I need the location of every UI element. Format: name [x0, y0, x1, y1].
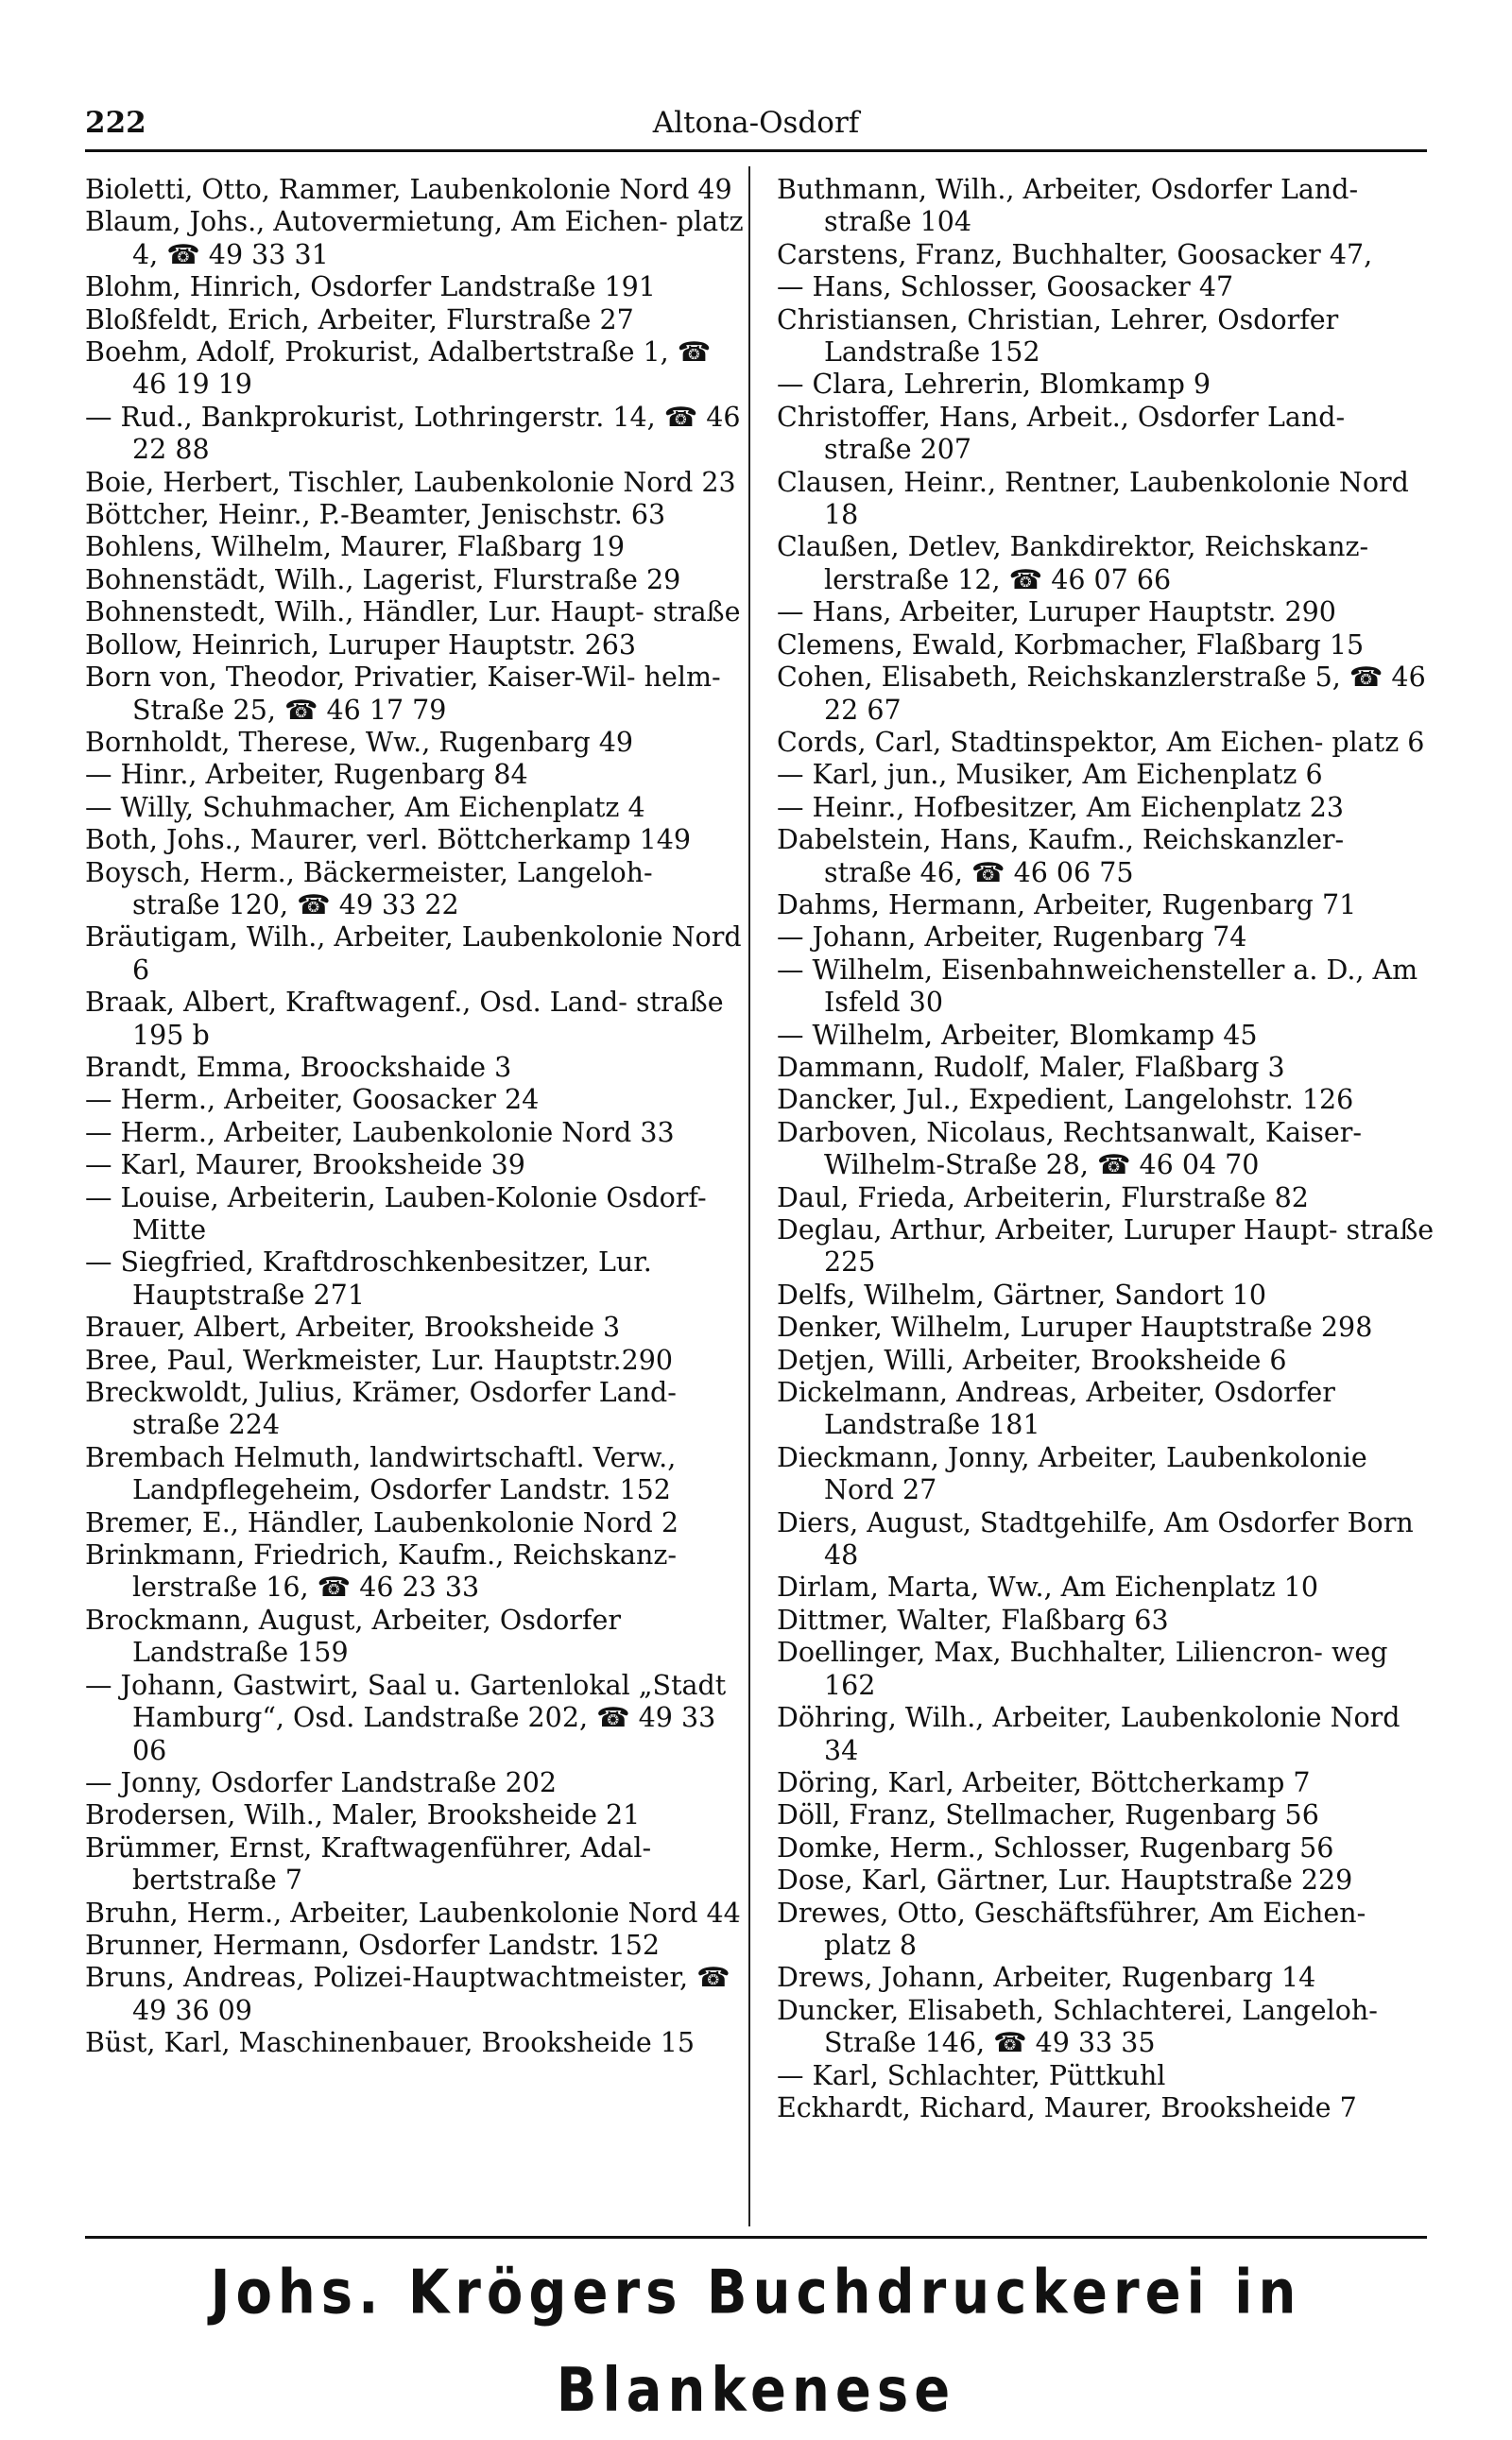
directory-entry: Boehm, Adolf, Prokurist, Adalbertstraße 1, ☎ 46 19 19 [85, 336, 712, 401]
directory-entry: Buthmann, Wilh., Arbeiter, Osdorfer Land- straße 104 [777, 174, 1359, 238]
printer-imprint: Johs. Krögers Buchdruckerei in Blankenese [210, 2258, 1302, 2427]
running-title: Altona-Osdorf [652, 106, 860, 140]
left-column [85, 174, 747, 2060]
directory-entry: Blaum, Johs., Autovermietung, Am Eichen- platz 4, ☎ 49 33 31 [85, 206, 744, 270]
directory-entry: Drewes, Otto, Geschäftsführer, Am Eichen- platz 8 [777, 1897, 1366, 1961]
directory-entry: Bree, Paul, Werkmeister, Lur. Hauptstr.290 [85, 1344, 674, 1376]
directory-entry: Brembach Helmuth, landwirtschaftl. Verw., Landpflegeheim, Osdorfer Landstr. 152 [85, 1441, 677, 1506]
directory-entry: Deglau, Arthur, Arbeiter, Luruper Haupt- straße 225 [777, 1214, 1435, 1279]
directory-entry: Duncker, Elisabeth, Schlachterei, Langeloh- Straße 146, ☎ 49 33 35 [777, 1994, 1378, 2059]
directory-entry: Dammann, Rudolf, Maler, Flaßbarg 3 [777, 1051, 1285, 1083]
directory-entry: Cords, Carl, Stadtinspektor, Am Eichen- platz 6 [777, 726, 1425, 758]
directory-entry: Bornholdt, Therese, Ww., Rugenbarg 49 [85, 726, 634, 758]
directory-entry: Bremer, E., Händler, Laubenkolonie Nord 2 [85, 1506, 679, 1538]
directory-entry: Brodersen, Wilh., Maler, Brooksheide 21 [85, 1799, 641, 1831]
directory-entry: Domke, Herm., Schlosser, Rugenbarg 56 [777, 1831, 1334, 1864]
directory-entry: Dose, Karl, Gärtner, Lur. Hauptstraße 229 [777, 1864, 1353, 1897]
right-column [777, 174, 1438, 2124]
directory-entry: Daul, Frieda, Arbeiterin, Flurstraße 82 [777, 1181, 1309, 1213]
directory-entry: Brümmer, Ernst, Kraftwagenführer, Adal- bertstraße 7 [85, 1831, 652, 1897]
directory-entry: — Johann, Gastwirt, Saal u. Gartenlokal „Stadt Hamburg“, Osd. Landstraße 202, ☎ 49 33 06 [85, 1669, 727, 1766]
page-number: 222 [85, 106, 146, 140]
directory-entry: — Jonny, Osdorfer Landstraße 202 [85, 1766, 557, 1798]
directory-entry: — Karl, jun., Musiker, Am Eichenplatz 6 [777, 759, 1323, 791]
directory-entry: Bohlens, Wilhelm, Maurer, Flaßbarg 19 [85, 531, 626, 563]
directory-entry: Bräutigam, Wilh., Arbeiter, Laubenkolonie Nord 6 [85, 921, 742, 986]
directory-entry: Breckwoldt, Julius, Krämer, Osdorfer Land- straße 224 [85, 1377, 677, 1441]
directory-entry: Bruns, Andreas, Polizei-Hauptwachtmeister, ☎ 49 36 09 [85, 1962, 730, 2026]
directory-entry: Döhring, Wilh., Arbeiter, Laubenkolonie Nord 34 [777, 1702, 1400, 1766]
directory-entry: Brunner, Hermann, Osdorfer Landstr. 152 [85, 1929, 661, 1961]
directory-entry: Eckhardt, Richard, Maurer, Brooksheide 7 [777, 2091, 1357, 2123]
directory-entry: Dirlam, Marta, Ww., Am Eichenplatz 10 [777, 1572, 1318, 1604]
directory-entry: Drews, Johann, Arbeiter, Rugenbarg 14 [777, 1962, 1316, 1994]
directory-entry: Diers, August, Stadtgehilfe, Am Osdorfer Born 48 [777, 1506, 1414, 1572]
directory-entry: — Herm., Arbeiter, Goosacker 24 [85, 1084, 540, 1116]
directory-entry: Böttcher, Heinr., P.-Beamter, Jenischstr. 63 [85, 499, 666, 531]
directory-entry: Bloßfeldt, Erich, Arbeiter, Flurstraße 27 [85, 303, 634, 335]
directory-entry: Brandt, Emma, Broockshaide 3 [85, 1051, 512, 1083]
directory-entry: Brinkmann, Friedrich, Kaufm., Reichskanz- lerstraße 16, ☎ 46 23 33 [85, 1539, 677, 1604]
directory-entry: Bohnenstädt, Wilh., Lagerist, Flurstraße 29 [85, 563, 681, 595]
directory-entry: — Louise, Arbeiterin, Lauben-Kolonie Osdorf-Mitte [85, 1181, 707, 1246]
directory-entry: Carstens, Franz, Buchhalter, Goosacker 47, [777, 238, 1373, 270]
directory-entry: Brauer, Albert, Arbeiter, Brooksheide 3 [85, 1312, 621, 1344]
directory-entry: Born von, Theodor, Privatier, Kaiser-Wil- helm-Straße 25, ☎ 46 17 79 [85, 662, 721, 726]
directory-entry: — Heinr., Hofbesitzer, Am Eichenplatz 23 [777, 791, 1345, 823]
directory-entry: Bohnenstedt, Wilh., Händler, Lur. Haupt- straße [85, 596, 741, 628]
directory-entry: Christoffer, Hans, Arbeit., Osdorfer Land- straße 207 [777, 401, 1346, 466]
directory-entry: Boysch, Herm., Bäckermeister, Langeloh- straße 120, ☎ 49 33 22 [85, 856, 653, 920]
directory-entry: Brockmann, August, Arbeiter, Osdorfer Landstraße 159 [85, 1604, 621, 1669]
header-rule [85, 149, 1427, 152]
footer-rule [85, 2236, 1427, 2239]
directory-entry: Christiansen, Christian, Lehrer, Osdorfer Landstraße 152 [777, 303, 1339, 369]
directory-entry: Döll, Franz, Stellmacher, Rugenbarg 56 [777, 1799, 1319, 1831]
directory-entry: Darboven, Nicolaus, Rechtsanwalt, Kaiser- Wilhelm-Straße 28, ☎ 46 04 70 [777, 1116, 1362, 1181]
directory-entry: Dittmer, Walter, Flaßbarg 63 [777, 1604, 1169, 1636]
directory-entry: — Wilhelm, Arbeiter, Blomkamp 45 [777, 1019, 1258, 1051]
directory-entry: Bruhn, Herm., Arbeiter, Laubenkolonie Nord 44 [85, 1897, 741, 1929]
directory-entry: Döring, Karl, Arbeiter, Böttcherkamp 7 [777, 1766, 1311, 1798]
directory-entry: Büst, Karl, Maschinenbauer, Brooksheide 15 [85, 2027, 696, 2059]
directory-entry: Bollow, Heinrich, Luruper Hauptstr. 263 [85, 628, 637, 661]
directory-entry: Clausen, Heinr., Rentner, Laubenkolonie Nord 18 [777, 466, 1409, 531]
directory-entry: Dahms, Hermann, Arbeiter, Rugenbarg 71 [777, 888, 1357, 920]
directory-entry: Dickelmann, Andreas, Arbeiter, Osdorfer Landstraße 181 [777, 1377, 1335, 1441]
directory-entry: Braak, Albert, Kraftwagenf., Osd. Land- straße 195 b [85, 987, 724, 1051]
directory-entry: — Clara, Lehrerin, Blomkamp 9 [777, 369, 1211, 401]
directory-entry: Bioletti, Otto, Rammer, Laubenkolonie Nord 49 [85, 174, 732, 205]
directory-entry: — Siegfried, Kraftdroschkenbesitzer, Lur. Hauptstraße 271 [85, 1246, 652, 1311]
directory-entry: Denker, Wilhelm, Luruper Hauptstraße 298 [777, 1312, 1373, 1344]
directory-entry: — Wilhelm, Eisenbahnweichensteller a. D., Am Isfeld 30 [777, 954, 1418, 1019]
directory-entry: — Willy, Schuhmacher, Am Eichenplatz 4 [85, 791, 645, 823]
directory-entry: Doellinger, Max, Buchhalter, Liliencron- weg 162 [777, 1637, 1388, 1701]
directory-entry: Cohen, Elisabeth, Reichskanzlerstraße 5, ☎ 46 22 67 [777, 662, 1426, 726]
directory-entry: Dieckmann, Jonny, Arbeiter, Laubenkolonie Nord 27 [777, 1441, 1367, 1506]
directory-entry: Dabelstein, Hans, Kaufm., Reichskanzler- straße 46, ☎ 46 06 75 [777, 824, 1345, 888]
directory-entry: Claußen, Detlev, Bankdirektor, Reichskanz- lerstraße 12, ☎ 46 07 66 [777, 531, 1369, 595]
directory-entry: Both, Johs., Maurer, verl. Böttcherkamp 149 [85, 824, 692, 856]
column-divider [748, 166, 750, 2226]
directory-entry: — Karl, Maurer, Brooksheide 39 [85, 1149, 525, 1181]
page-header [85, 106, 1427, 147]
directory-entry: Boie, Herbert, Tischler, Laubenkolonie Nord 23 [85, 466, 736, 498]
directory-entry: Blohm, Hinrich, Osdorfer Landstraße 191 [85, 271, 656, 303]
directory-entry: Detjen, Willi, Arbeiter, Brooksheide 6 [777, 1344, 1287, 1376]
directory-entry: Clemens, Ewald, Korbmacher, Flaßbarg 15 [777, 628, 1365, 661]
directory-entry: — Herm., Arbeiter, Laubenkolonie Nord 33 [85, 1116, 675, 1148]
directory-entry: — Johann, Arbeiter, Rugenbarg 74 [777, 921, 1247, 954]
directory-entry: — Karl, Schlachter, Püttkuhl [777, 2059, 1166, 2091]
directory-entry: — Rud., Bankprokurist, Lothringerstr. 14, ☎ 46 22 88 [85, 401, 741, 466]
directory-entry: — Hinr., Arbeiter, Rugenbarg 84 [85, 759, 528, 791]
directory-entry: — Hans, Arbeiter, Luruper Hauptstr. 290 [777, 596, 1336, 628]
directory-entry: — Hans, Schlosser, Goosacker 47 [777, 271, 1234, 303]
directory-entry: Dancker, Jul., Expedient, Langelohstr. 126 [777, 1084, 1354, 1116]
directory-entry: Delfs, Wilhelm, Gärtner, Sandort 10 [777, 1279, 1266, 1311]
